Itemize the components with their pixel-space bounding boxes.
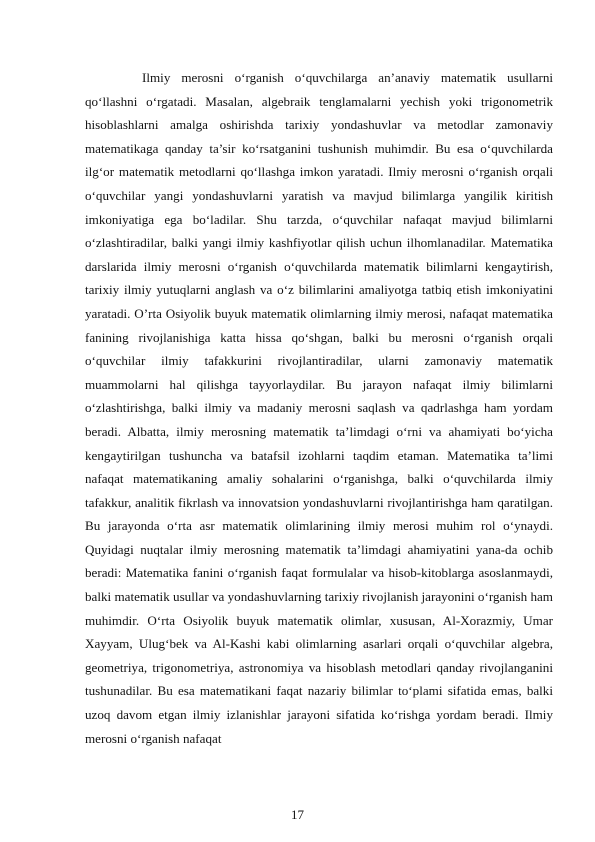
page-number: 17 — [291, 807, 304, 822]
body-paragraph: Ilmiy merosni o‘rganish o‘quvchilarga an’anaviy matematik usullarni qo‘llashni o‘rgatadi. Masalan, algebraik tenglamalarni yechish yoki trigonometrik hisoblashlarni amalga oshirishda tarixiy yondashuvlar va metodlar zamonaviy matematikaga qanday ta’sir ko‘rsatganini tushunish muhimdir. Bu esa o‘quvchilarda ilg‘or matematik metodlarni qo‘llashga imkon yaratadi. Ilmiy merosni o‘rganish orqali o‘quvchilar yangi yondashuvlarni yaratish va mavjud bilimlarga yangilik kiritish imkoniyatiga ega bo‘ladilar. Shu tarzda, o‘quvchilar nafaqat mavjud bilimlarni o‘zlashtiradilar, balki yangi ilmiy kashfiyotlar qilish uchun ilhomlanadilar. Matematika darslarida ilmiy merosni o‘rganish o‘quvchilarda matematik bilimlarni kengaytirish, tarixiy ilmiy yutuqlarni anglash va o‘z bilimlarini amaliyotga tatbiq etish imkoniyatini yaratadi. O’rta Osiyolik buyuk matematik olimlarning ilmiy merosi, nafaqat matematika fanining rivojlanishiga katta hissa qo‘shgan, balki bu merosni o‘rganish orqali o‘quvchilar ilmiy tafakkurini rivojlantiradilar, ularni zamonaviy matematik muammolarni hal qilishga tayyorlaydilar. Bu jarayon nafaqat ilmiy bilimlarni o‘zlashtirishga, balki ilmiy va madaniy merosni saqlash va qadrlashga ham yordam beradi. Albatta, ilmiy merosning matematik ta’limdagi o‘rni va ahamiyati bo‘yicha kengaytirilgan tushuncha va batafsil izohlarni taqdim etaman. Matematika ta’limi nafaqat matematikaning amaliy sohalarini o‘rganishga, balki o‘quvchilarda ilmiy tafakkur, analitik fikrlash va innovatsion yondashuvlarni rivojlantirishga ham qaratilgan. Bu jarayonda o‘rta asr matematik olimlarining ilmiy merosi muhim rol o‘ynaydi. Quyidagi nuqtalar ilmiy merosning matematik ta’limdagi ahamiyatini yana-da ochib beradi: Matematika fanini o‘rganish faqat formulalar va hisob-kitoblarga asoslanmaydi, balki matematik usullar va yondashuvlarning tarixiy rivojlanish jarayonini o‘rganish ham muhimdir. O‘rta Osiyolik buyuk matematik olimlar, xususan, Al-Xorazmiy, Umar Xayyam, Ulug‘bek va Al-Kashi kabi olimlarning asarlari orqali o‘quvchilar algebra, geometriya, trigonometriya, astronomiya va hisoblash metodlari qanday rivojlanganini tushunadilar. Bu esa matematikani faqat nazariy bilimlar to‘plami sifatida emas, balki uzoq davom etgan ilmiy izlanishlar jarayoni sifatida ko‘rishga yordam beradi. Ilmiy merosni o‘rganish nafaqat — [85, 70, 553, 746]
